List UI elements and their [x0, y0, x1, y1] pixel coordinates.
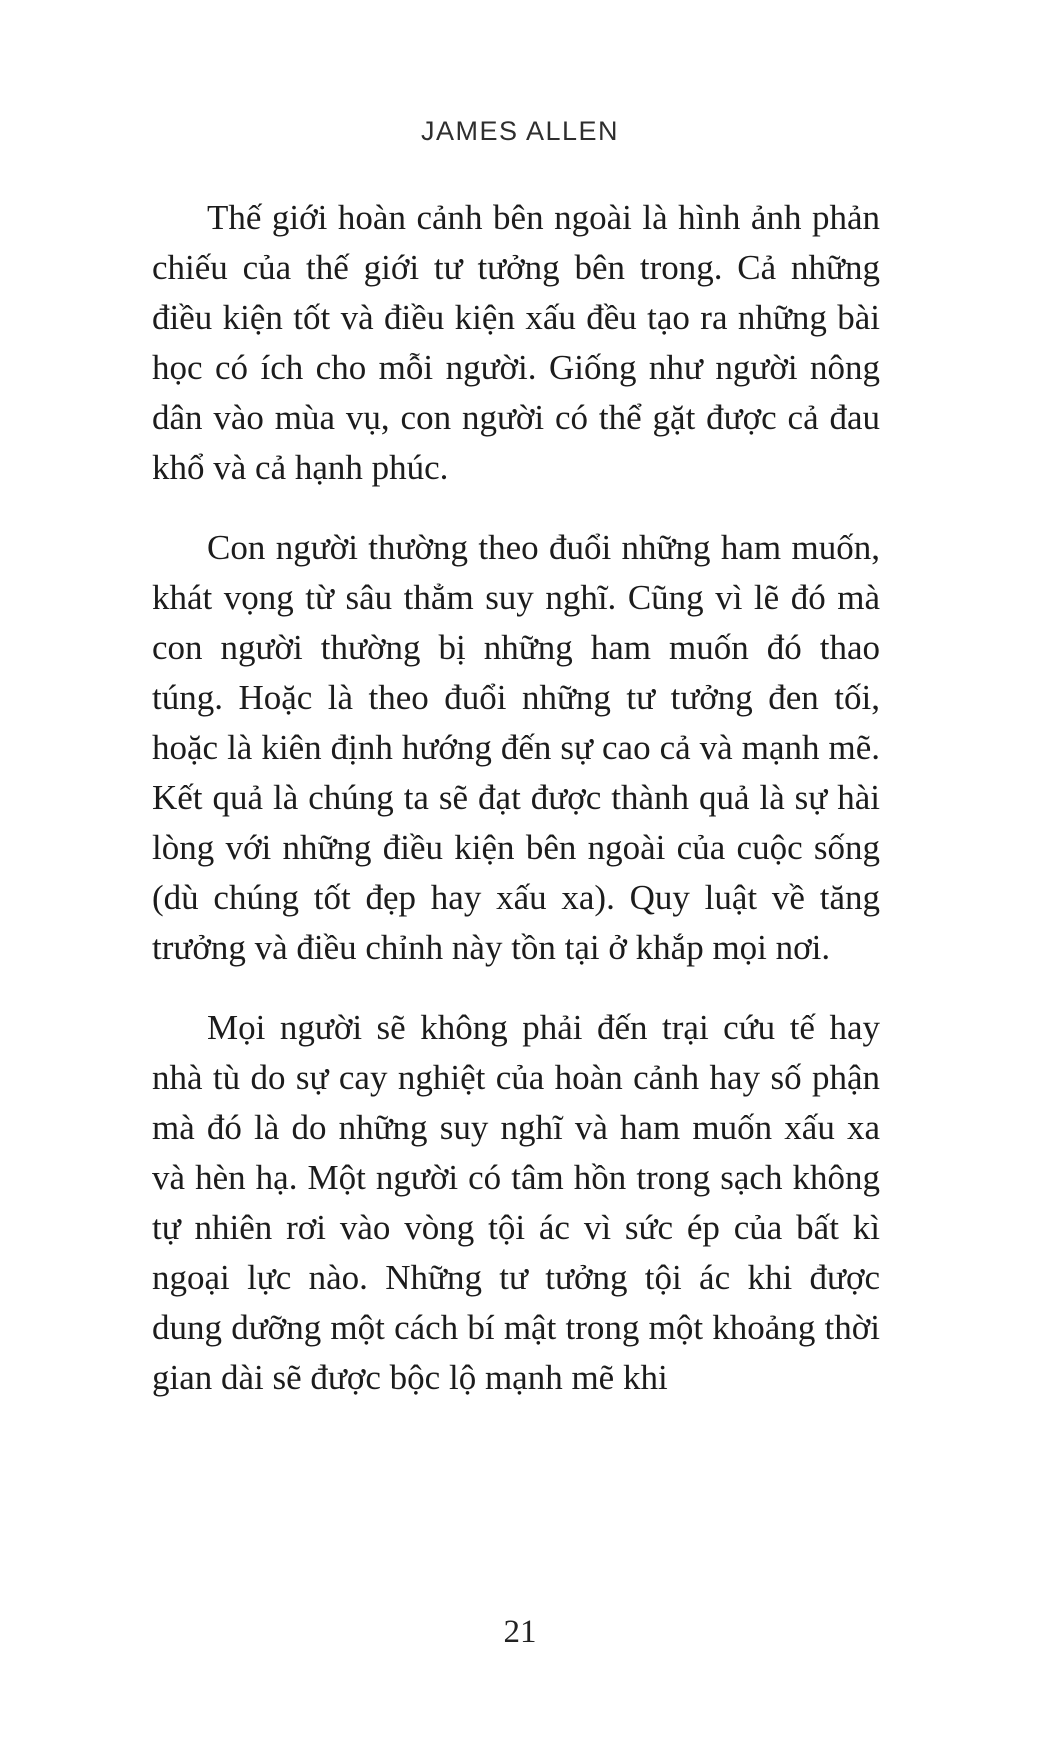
page-body: [152, 193, 880, 1403]
running-header: JAMES ALLEN: [420, 116, 620, 146]
body-paragraph: Thế giới hoàn cảnh bên ngoài là hình ảnh phản chiếu của thế giới tư tưởng bên trong. Cả những điều kiện tốt và điều kiện xấu đều tạo ra những bài học có ích cho mỗi người. Giống như người nông dân vào mùa vụ, con người có thể gặt được cả đau khổ và cả hạnh phúc.: [152, 198, 880, 487]
body-paragraph: Mọi người sẽ không phải đến trại cứu tế hay nhà tù do sự cay nghiệt của hoàn cảnh hay số phận mà đó là do những suy nghĩ và ham muốn xấu xa và hèn hạ. Một người có tâm hồn trong sạch không tự nhiên rơi vào vòng tội ác vì sức ép của bất kì ngoại lực nào. Những tư tưởng tội ác khi được dung dưỡng một cách bí mật trong một khoảng thời gian dài sẽ được bộc lộ mạnh mẽ khi: [152, 1008, 880, 1397]
page-number: 21: [503, 1614, 537, 1650]
book-page: [0, 116, 1040, 1762]
body-paragraph: Con người thường theo đuổi những ham muốn, khát vọng từ sâu thẳm suy nghĩ. Cũng vì lẽ đó mà con người thường bị những ham muốn đó thao túng. Hoặc là theo đuổi những tư tưởng đen tối, hoặc là kiên định hướng đến sự cao cả và mạnh mẽ. Kết quả là chúng ta sẽ đạt được thành quả là sự hài lòng với những điều kiện bên ngoài của cuộc sống (dù chúng tốt đẹp hay xấu xa). Quy luật về tăng trưởng và điều chỉnh này tồn tại ở khắp mọi nơi.: [152, 528, 880, 967]
